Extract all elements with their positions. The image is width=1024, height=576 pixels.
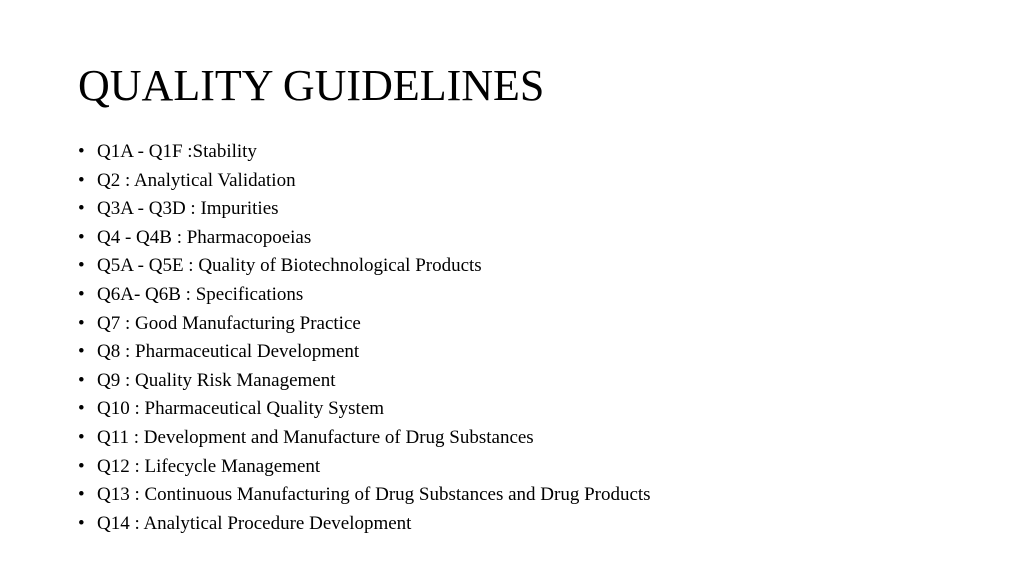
list-item-text: Q1A - Q1F :Stability: [97, 141, 257, 162]
list-item: [78, 453, 651, 482]
bullet-icon: •: [78, 512, 85, 534]
list-item: [78, 224, 651, 253]
list-item: [78, 481, 651, 510]
list-item-text: Q5A - Q5E : Quality of Biotechnological Products: [97, 255, 482, 277]
list-item: [78, 252, 651, 281]
list-item-text: Q10 : Pharmaceutical Quality System: [97, 398, 385, 420]
list-item: [78, 138, 651, 167]
list-item: [78, 395, 651, 424]
list-item-text: Q6A- Q6B : Specifications: [97, 283, 304, 305]
bullet-icon: •: [78, 369, 85, 391]
bullet-icon: •: [78, 484, 85, 506]
list-item: [78, 167, 651, 196]
list-item-text: Q14 : Analytical Procedure Development: [97, 512, 412, 534]
bullet-icon: •: [78, 426, 85, 448]
list-item-text: Q13 : Continuous Manufacturing of Drug Substances and Drug Products: [97, 484, 651, 506]
bullet-icon: •: [78, 455, 85, 477]
list-item: [78, 510, 651, 539]
list-item: [78, 195, 651, 224]
bullet-icon: •: [78, 255, 85, 277]
bullet-icon: •: [78, 341, 85, 363]
list-item-text: Q7 : Good Manufacturing Practice: [97, 312, 361, 334]
bullet-icon: •: [78, 312, 85, 334]
bullet-icon: •: [78, 169, 85, 191]
bullet-icon: •: [78, 283, 85, 305]
list-item-text: Q3A - Q3D : Impurities: [97, 198, 279, 220]
list-item: [78, 367, 651, 396]
list-item: [78, 424, 651, 453]
list-item: [78, 338, 651, 367]
list-item-text: Q9 : Quality Risk Management: [97, 369, 336, 391]
list-item-text: Q12 : Lifecycle Management: [97, 455, 321, 477]
list-item-text: Q11 : Development and Manufacture of Drug Substances: [97, 426, 534, 448]
list-item: [78, 281, 651, 310]
list-item-text: Q2 : Analytical Validation: [97, 169, 296, 191]
bullet-list: [78, 138, 651, 538]
bullet-icon: •: [78, 141, 85, 162]
bullet-icon: •: [78, 226, 85, 248]
bullet-icon: •: [78, 198, 85, 220]
list-item: [78, 310, 651, 339]
list-item-text: Q4 - Q4B : Pharmacopoeias: [97, 226, 312, 248]
bullet-icon: •: [78, 398, 85, 420]
list-item-text: Q8 : Pharmaceutical Development: [97, 341, 360, 363]
slide-title: QUALITY GUIDELINES: [78, 61, 545, 110]
